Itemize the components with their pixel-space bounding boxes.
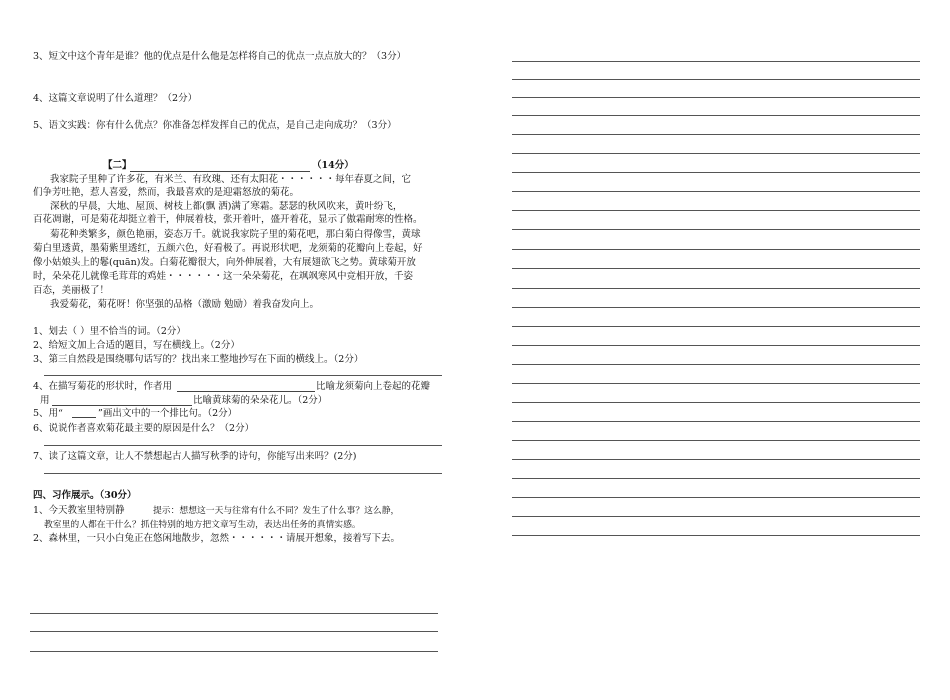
essay-line — [512, 134, 920, 135]
essay-line — [512, 478, 920, 479]
essay-line — [512, 516, 920, 517]
question-3-text: 3、第三自然段是围绕哪句话写的？找出来工整地抄写在下面的横线上。（2分） — [33, 354, 364, 365]
essay-line — [512, 307, 920, 308]
passage-line: 像小姑娘头上的鬈(quān)发。白菊花瓣很大，向外伸展着，大有展翅欲飞之势。黄球菊开放 — [33, 257, 416, 268]
essay-line — [512, 249, 920, 250]
essay-line — [512, 229, 920, 230]
passage-line: 我家院子里种了许多花，有米兰、有玫瑰、还有太阳花・・・・・・每年春夏之间，它 — [50, 174, 412, 185]
essay-option-1-title: 1、今天教室里特别静 — [33, 505, 125, 516]
essay-option-1-hint: 教室里的人都在干什么？抓住特别的地方把文章写生动，表达出任务的真情实感。 — [44, 520, 361, 530]
underline-sample — [72, 417, 96, 418]
essay-option-1-hint: 提示：想想这一天与往常有什么不同？发生了什么事？这么静， — [153, 506, 400, 516]
passage-line: 菊花种类繁多，颜色艳丽，姿态万千。就说我家院子里的菊花吧，那白菊白得像雪，黄球 — [50, 229, 421, 240]
essay-line — [512, 115, 920, 116]
answer-line — [44, 445, 442, 446]
answer-blank — [52, 405, 192, 406]
answer-line — [44, 473, 442, 474]
essay-line — [512, 383, 920, 384]
essay-line — [30, 631, 438, 632]
essay-line — [512, 97, 920, 98]
essay-line — [512, 497, 920, 498]
essay-line — [512, 459, 920, 460]
question-5-part-b: ”画出文中的一个排比句。（2分） — [98, 408, 238, 419]
passage-line: 百态，美丽极了！ — [33, 285, 110, 296]
question-4-part-d: 比喻黄球菊的朵朵花儿。（2分） — [193, 395, 328, 406]
passage-line: 百花凋谢，可是菊花却挺立着干，伸展着枝，张开着叶，盛开着花，显示了傲霜耐寒的性格。 — [33, 214, 423, 225]
essay-line — [512, 61, 920, 62]
passage-line: 菊白里透黄，墨菊紫里透红，五颜六色，好看极了。再说形状吧，龙须菊的花瓣向上卷起，好 — [33, 243, 423, 254]
passage-line: 们争芳吐艳，惹人喜爱，然而，我最喜欢的是迎霜怒放的菊花。 — [33, 187, 300, 198]
question-5-part-a: 5、用“ — [33, 408, 63, 419]
section-2-score: （14分） — [312, 160, 354, 171]
essay-line — [512, 421, 920, 422]
section-2-bracket: 【二】 — [103, 160, 132, 171]
essay-line — [512, 364, 920, 365]
essay-line — [512, 172, 920, 173]
essay-line — [512, 288, 920, 289]
essay-line — [512, 268, 920, 269]
essay-line — [512, 79, 920, 80]
passage-line: 时，朵朵花儿就像毛茸茸的鸡娃・・・・・・这一朵朵菊花，在飒飒寒风中竞相开放，千姿 — [33, 271, 414, 282]
question-3-text: 3、短文中这个青年是谁？他的优点是什么他是怎样将自己的优点一点点放大的？（3分） — [33, 51, 407, 62]
answer-blank — [177, 391, 315, 392]
essay-line — [512, 440, 920, 441]
question-4-part-a: 4、在描写菊花的形状时，作者用 — [33, 381, 173, 392]
question-4-part-c: 用 — [40, 395, 50, 406]
essay-line — [512, 402, 920, 403]
answer-line — [44, 375, 442, 376]
question-6-text: 6、说说作者喜欢菊花最主要的原因是什么？（2分） — [33, 423, 255, 434]
essay-line — [512, 191, 920, 192]
passage-line: 我爱菊花，菊花呀！你坚强的品格（激励 勉励）着我奋发向上。 — [50, 299, 320, 310]
question-2-text: 2、给短文加上合适的题目，写在横线上。（2分） — [33, 340, 240, 351]
essay-line — [512, 210, 920, 211]
passage-line: 深秋的早晨，大地、屋顶、树枝上都(飘 洒)满了寒霜。瑟瑟的秋风吹来，黄叶纷飞， — [50, 201, 403, 212]
question-4-text: 4、这篇文章说明了什么道理？（2分） — [33, 93, 198, 104]
question-4-part-b: 比喻龙须菊向上卷起的花瓣 — [316, 381, 431, 392]
essay-option-2-text: 2、森林里，一只小白兔正在悠闲地散步，忽然・・・・・・请展开想象，接着写下去。 — [33, 533, 401, 544]
essay-line — [512, 345, 920, 346]
question-1-text: 1、划去（ ）里不恰当的词。（2分） — [33, 326, 186, 337]
essay-line — [512, 326, 920, 327]
essay-line — [512, 535, 920, 536]
question-5-text: 5、语文实践：你有什么优点？你准备怎样发挥自己的优点，是自己走向成功？（3分） — [33, 120, 397, 131]
title-blank-line — [130, 171, 310, 172]
essay-line — [30, 613, 438, 614]
section-4-title: 四、习作展示。（30分） — [33, 490, 137, 501]
essay-line — [30, 651, 438, 652]
question-7-text: 7、读了这篇文章，让人不禁想起古人描写秋季的诗句，你能写出来吗？(2分) — [33, 451, 357, 462]
essay-line — [512, 153, 920, 154]
